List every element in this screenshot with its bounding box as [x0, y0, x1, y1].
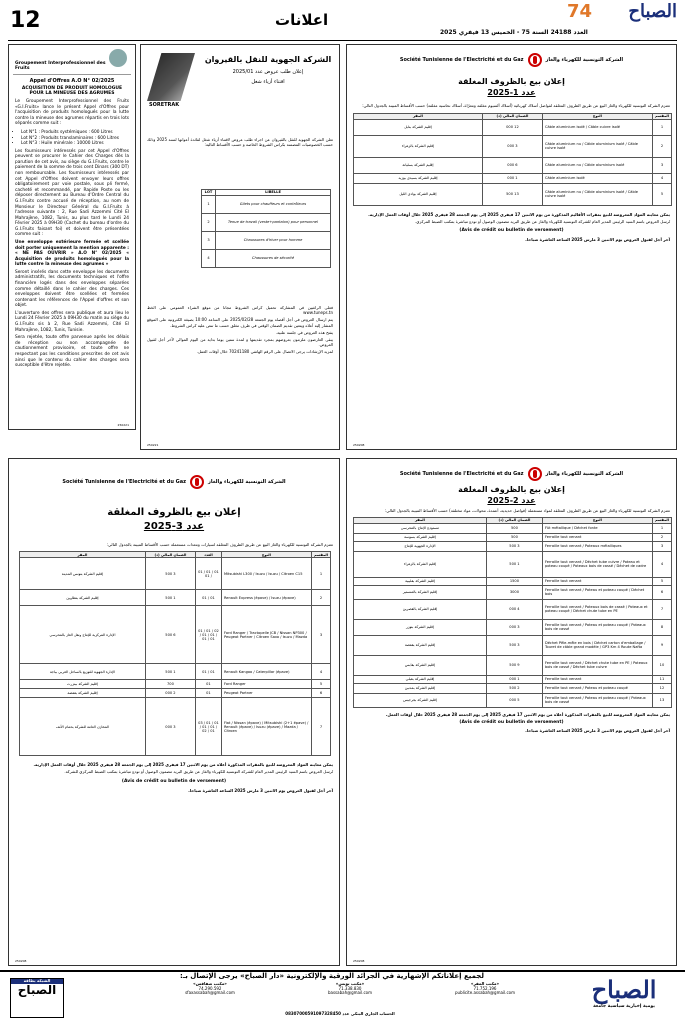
- steg-company-fr: Société Tunisienne de l'Electricité et du Gaz: [399, 471, 524, 477]
- table-row: [354, 533, 672, 541]
- table-cell: إقليم الشركة بتطاوين: [20, 590, 146, 606]
- table-header: النوع: [221, 552, 311, 558]
- table-cell: الإدارة الجهوية للإنتاج: [354, 541, 487, 551]
- table-row: [354, 619, 672, 635]
- steg3-number: عدد 3-2025: [143, 520, 205, 532]
- table-header: المقسم: [652, 113, 671, 119]
- table-cell: إقليم الشركة بقابس: [354, 655, 487, 675]
- table-cell: Ferraille tout venant / Poteaux bois de cassé / Poteaux et poteau coupé / Déchet chute tube en PE: [542, 599, 652, 619]
- steg-company-ar: الشركة التونسية للكهرباء والغاز: [545, 471, 624, 477]
- table-cell: Câble aluminium isolé: [542, 173, 652, 183]
- table-cell: Chaussures d'hiver pour homme: [216, 232, 331, 250]
- table-cell: Ford Ranger / Tractopelle JCB / Nissan NP300 / Peugeot Partner / Citroen Saxo / Isuzu / Mazda: [221, 606, 311, 664]
- footer-title: لجميع إعلاناتكم الإشهارية في الجرائد الورقية والإلكترونية «دار الصباح» يرجى الإتصال بـ:: [180, 972, 484, 980]
- table-header: الضمان المالي (د): [482, 113, 542, 119]
- steg3-body2: تُرسل العروض باسم السيد الرئيس المدير العام للشركة التونسية للكهرباء والغاز عن طريق البريد مضمون الوصول أو تودع مباشرة بمكتب الضبط المركزي للشركة.: [64, 769, 333, 775]
- newspaper-logo[interactable]: [567, 2, 677, 32]
- table-cell: 2 500: [486, 683, 542, 693]
- table-cell: إقليم الشركة بقبلي: [354, 675, 487, 683]
- ad-soretrak: [140, 44, 340, 450]
- table-cell: Ferraille tout venant: [542, 577, 652, 585]
- table-header: الضمان المالي (د): [486, 517, 542, 523]
- table-cell: 7: [311, 698, 330, 756]
- ad-steg-2: [346, 458, 677, 966]
- steg-logo-icon: [190, 475, 204, 489]
- office-email[interactable]: sfaxassabah@gmail.com: [185, 990, 235, 996]
- table-row: [202, 250, 331, 268]
- table-cell: 2: [311, 590, 330, 606]
- table-cell: 13: [652, 693, 671, 707]
- table-row: [20, 590, 331, 606]
- table-cell: 500: [486, 533, 542, 541]
- table-cell: 5: [311, 680, 330, 689]
- soretrak-intro: تعلن الشركة الجهوية للنقل بالقيروان عن اجراء طلب عروض لاقتناء أزياء شغل لفائدة أعوانها لسنة 2025 وذلك حسب الخصوصيات المضمنة بكراس الشروط الخاصة و حسب الأقساط التالية:: [147, 137, 333, 148]
- logo-name: الصباح: [628, 1, 677, 22]
- page-footer: [0, 970, 685, 1024]
- soretrak-subtitle2: اقتناء أزياء شغل: [251, 78, 285, 85]
- table-cell: 3: [652, 541, 671, 551]
- table-cell: 4: [652, 551, 671, 577]
- table-cell: إقليم الشركة بتونس المدينة: [20, 558, 146, 590]
- office-phone[interactable]: 71.752.196: [473, 985, 497, 991]
- table-row: [354, 599, 672, 619]
- table-cell: 4: [311, 664, 330, 680]
- table-cell: 6 500: [145, 606, 195, 664]
- soretrak-subtitle: إعلان طلب عروض عدد 2025/01: [232, 69, 304, 76]
- table-cell: Chaussures de sécurité: [216, 250, 331, 268]
- steg1-intro: تعتزم الشركة التونسية للكهرباء والغاز البيع عن طريق الظروف المغلقة لفواضل أسلاك كهربائية (أسلاك ألمنيوم مغلفة ومعرّاة، أسلاك نحاسية مغلفة) حسب الأقساط المبينة بالجدول التالي:: [362, 103, 670, 109]
- steg3-credit: (Avis de crédit ou bulletin de versement): [121, 778, 227, 784]
- table-cell: 11: [652, 675, 671, 683]
- gifruits-body5: L'ouverture des offres sera publique et aura lieu le Lundi 24 Février 2025 à 09H30 du matin au siège du G.I.Fruits sis à 2, Rue Sadi Azzemmi, Cité El Mahrajène, 1082, Tunis, Tunisie.: [15, 310, 129, 333]
- office-title: «مكتب صفاقس»: [193, 981, 227, 986]
- soretrak-body3: يفتح هذه العروض في جلسة علنية.: [275, 329, 333, 335]
- footer-logo-name: الصباح: [591, 975, 657, 1004]
- table-row: [354, 635, 672, 655]
- steg1-body2: تُرسل العروض باسم السيد الرئيس المدير العام للشركة التونسية للكهرباء والغاز عن طريق البريد مضمون الوصول أو تودع مباشرة بمكتب الضبط المركزي.: [415, 218, 670, 224]
- footer-logo[interactable]: [569, 976, 679, 1009]
- gifruits-org: Groupement Interprofessionnel des Fruits: [15, 61, 106, 72]
- table-cell: إقليم الشركة بسيدي بوزيد: [354, 173, 483, 183]
- steg-logo-icon: [528, 467, 542, 481]
- steg1-number: عدد 1-2025: [487, 88, 536, 98]
- steg-company-fr: Société Tunisienne de l'Electricité et du Gaz: [62, 479, 187, 485]
- table-header: LIBELLE: [216, 190, 331, 196]
- table-cell: Peugeot Partner: [221, 689, 311, 698]
- table-cell: Renault Kangoo / Caterpillar (épave): [221, 664, 311, 680]
- table-cell: إقليم الشركة بنابل: [354, 119, 483, 135]
- steg-logo-icon: [528, 53, 542, 67]
- table-cell: 7: [652, 599, 671, 619]
- table-cell: 3 500: [145, 558, 195, 590]
- table-cell: 12 000: [482, 119, 542, 135]
- table-cell: 5: [652, 183, 671, 205]
- table-cell: 2 000: [145, 689, 195, 698]
- table-cell: Câble aluminium isolé / Câble cuivre isolé: [542, 119, 652, 135]
- table-cell: 3 500: [486, 541, 542, 551]
- table-cell: 5 000: [486, 693, 542, 707]
- gifruits-lot: • Lot N°2 : Produits translaminaires : 600 Litres: [21, 136, 135, 142]
- table-cell: 01: [195, 680, 221, 689]
- ad-reference: 250208: [353, 442, 365, 447]
- table-cell: إقليم الشركة ببنزرت: [20, 680, 146, 689]
- gifruits-body1: Le Groupement Interprofessionnel des Fruits «G.I.Fruits» lance le présent Appel d'Offres pour l'acquisition de produits homologués pour la lutte contre la mineuse des agrumes répartis en trois lots séparés comme suit :: [15, 99, 129, 127]
- table-row: [20, 680, 331, 689]
- table-cell: Ferraille tout venant / Poteaux métalliques: [542, 541, 652, 551]
- table-cell: 01: [195, 689, 221, 698]
- table-cell: Câble aluminium nu / Câble aluminium isolé / Câble cuivre isolé: [542, 135, 652, 157]
- table-cell: 1: [311, 558, 330, 590]
- table-row: [354, 693, 672, 707]
- table-cell: Ferraille tout venant: [542, 675, 652, 683]
- office-email[interactable]: bassabah@gmail.com: [327, 990, 373, 996]
- footer-office-tunis: [290, 982, 410, 996]
- table-row: [202, 196, 331, 214]
- table-row: [354, 119, 672, 135]
- ad-reference: 250208: [15, 958, 27, 963]
- steg-company-fr: Société Tunisienne de l'Electricité et du Gaz: [399, 57, 524, 63]
- table-row: [354, 173, 672, 183]
- table-cell: 3: [652, 157, 671, 173]
- section-title: اعلانات: [275, 11, 329, 29]
- table-row: [354, 675, 672, 683]
- soretrak-title: الشركة الجهوية للنقل بالقيروان: [204, 55, 332, 64]
- table-cell: Fût métallique / Déchet fonte: [542, 523, 652, 533]
- table-cell: 4: [652, 173, 671, 183]
- table-header: المقر: [20, 552, 146, 558]
- table-cell: إقليم الشركة بسوسة: [354, 533, 487, 541]
- soretrak-table: [201, 189, 331, 268]
- page-header: [0, 0, 685, 40]
- table-row: [354, 157, 672, 173]
- table-cell: 01 / 01: [195, 664, 221, 680]
- table-header: المقر: [354, 517, 487, 523]
- gifruits-subtitle: ACQUISITION DE PRODUIT HOMOLOGUE POUR LA MINEUSE DES AGRUMES: [21, 85, 123, 96]
- table-cell: إقليم الشركة بالزهراء: [354, 135, 483, 157]
- table-cell: إقليم الشركة بالزهراء: [354, 551, 487, 577]
- gifruits-title: Appel d'Offres A.O N° 02/2025: [29, 78, 115, 84]
- table-cell: Fiat / Nissan (épave) / Mitsubishi (2+1 épave) / Renault (épave) / Isuzu (épave) / Mazda / Citroen: [221, 698, 311, 756]
- header-divider: [8, 40, 677, 41]
- table-row: [354, 183, 672, 205]
- table-cell: إقليم الشركة بقفصة: [20, 689, 146, 698]
- gifruits-logo: [13, 49, 131, 75]
- table-row: [202, 214, 331, 232]
- steg-company-ar: الشركة التونسية للكهرباء والغاز: [208, 479, 286, 485]
- table-cell: 1 500: [486, 551, 542, 577]
- steg-company-ar: الشركة التونسية للكهرباء والغاز: [545, 57, 624, 63]
- table-cell: 9: [652, 635, 671, 655]
- table-cell: 1: [202, 196, 216, 214]
- table-row: [354, 135, 672, 157]
- table-cell: 3 000: [486, 619, 542, 635]
- table-cell: 12: [652, 683, 671, 693]
- footer-tagline: يومية إخبارية سياسية جامعة: [593, 1003, 655, 1009]
- table-cell: 3 000: [482, 135, 542, 157]
- footer-small-logo[interactable]: [10, 978, 64, 1018]
- table-cell: 3: [311, 606, 330, 664]
- page-number: 12: [10, 8, 41, 33]
- table-cell: Ford Ranger: [221, 680, 311, 689]
- table-cell: إقليم الشركة بتوزر: [354, 619, 487, 635]
- table-row: [354, 523, 672, 533]
- fruit-logo-icon: [109, 49, 127, 67]
- steg-logo: [9, 475, 339, 489]
- steg2-credit: (Avis de crédit ou bulletin de versement): [459, 719, 564, 725]
- table-cell: 01 / 01 / 03 / 01 / 01 / 01 / 02: [195, 698, 221, 756]
- table-cell: 3: [202, 232, 216, 250]
- table-cell: إقليم الشركة بقليبية: [354, 577, 487, 585]
- table-cell: 8: [652, 619, 671, 635]
- steg1-credit: (Avis de crédit ou bulletin de versement): [459, 227, 564, 233]
- table-cell: 1 000: [486, 675, 542, 683]
- footer-office-hq: [430, 982, 540, 996]
- table-cell: 3000: [486, 585, 542, 599]
- table-cell: إقليم الشركة بوادي الليل: [354, 183, 483, 205]
- table-cell: 4: [202, 250, 216, 268]
- table-cell: المخازن العامة للشركة بحمام الأنف: [20, 698, 146, 756]
- table-cell: 9 500: [486, 655, 542, 675]
- gifruits-body4: Seront insérés dans cette enveloppe les documents administratifs, les documents techniques et l'offre financière logés dans des enveloppes séparées comme détaillé dans le cahier des charges. Ces enveloppes doivent être scellées et fermées contenant les références de l'Appel d'offres et son objet.: [15, 269, 129, 309]
- steg-logo: [347, 467, 676, 481]
- table-cell: 2: [202, 214, 216, 232]
- steg2-table: [353, 517, 672, 708]
- table-cell: 1: [652, 119, 671, 135]
- table-row: [20, 664, 331, 680]
- table-cell: 01 / 01: [195, 590, 221, 606]
- steg-logo: [347, 53, 676, 67]
- table-cell: الإدارة المركزية للإنتاج ونقل الغاز بالمحرسي: [20, 606, 146, 664]
- table-cell: 1 500: [145, 590, 195, 606]
- soretrak-body4: يبقى العارضون ملزمون بعروضهم بمجرد تقديمها و لمدة ستين يوما بداية من اليوم الموالي لآخر أجل لقبول العروض.: [147, 336, 333, 348]
- table-cell: مستودع الإنتاج بالمحرسي: [354, 523, 487, 533]
- table-cell: 500: [486, 523, 542, 533]
- table-cell: 10: [652, 655, 671, 675]
- table-row: [354, 683, 672, 693]
- table-cell: Ferraille tout venant / Poteau et poteau coupé / Déchet bois: [542, 585, 652, 599]
- table-cell: 5: [652, 577, 671, 585]
- steg1-table: [353, 113, 672, 206]
- gifruits-body6: Sera rejetée, toute offre parvenue après les délais de réception ou non accompagnée de cautionnement provisoire, et toute offre ne respectant pas les conditions prescrites de cet avis ainsi que le contenu du cahier des charges sera susceptible d'être rejetée.: [15, 335, 129, 369]
- table-cell: إقليم الشركة بالقصرين: [354, 599, 487, 619]
- table-cell: 3 000: [145, 698, 195, 756]
- steg3-intro: تعتزم الشركة التونسية للكهرباء والغاز البيع عن طريق الظروف المغلقة لسيارات ومعدات مستعملة حسب الأقساط المبينة بالجدول التالي:: [106, 542, 333, 547]
- gifruits-body2: Les fournisseurs intéressés par cet Appel d'Offres peuvent se procurer le Cahier des Charges dès la parution de cet avis, au siège du G.I.Fruits, contre le paiement de la somme de trois cent Dinars (300 DT) non remboursable. Les fournisseurs intéressés par cet Appel d'Offres doivent envoyer leurs offres obligatoirement par voie postale, sous pli fermé, cacheté et recommandé, par Rapide Poste ou les déposer directement au Bureau d'Ordre Central du G.I.Fruits contre accusé de réception, au nom de Monsieur le Directeur Général du G.I.Fruits à l'adresse suivante : 2, Rue Sadi Azzemmi Cité El Mahrajène, 1082, Tunis, au plus tard le Lundi 24 Février 2025 à 09H30 (Cachet du bureau d'ordre du G.I.Fruits faisant foi) et doivent être présentées comme suit :: [15, 148, 129, 238]
- soretrak-body5: لمزيد الإرشادات يرجى الاتصال على الرقم الهاتفي 70241180 خلال أوقات العمل.: [196, 349, 333, 355]
- table-cell: Ferraille tout venant: [542, 533, 652, 541]
- table-row: [20, 689, 331, 698]
- table-cell: 13 500: [482, 183, 542, 205]
- steg3-body3: آخر أجل لقبول العروض يوم الاثنين 3 مارس 2025 الساعة العاشرة صباحا.: [188, 787, 333, 793]
- table-cell: 3 500: [486, 635, 542, 655]
- table-row: [354, 541, 672, 551]
- table-cell: 01 / 01 / 01 / 01: [195, 558, 221, 590]
- office-title: «مكتب تونس»: [335, 981, 365, 986]
- table-cell: 700: [145, 680, 195, 689]
- table-cell: 1500: [486, 577, 542, 585]
- table-cell: Ferraille tout venant / Poteau et poteau coupé: [542, 683, 652, 693]
- table-cell: Câble aluminium nu / Câble aluminium isolé: [542, 157, 652, 173]
- ad-steg-1: [346, 44, 677, 450]
- table-cell: إقليم الشركة بجرجيس: [354, 693, 487, 707]
- ad-gifruits: [8, 44, 136, 430]
- table-cell: 2: [652, 135, 671, 157]
- soretrak-code: SORETRAK: [149, 102, 180, 108]
- table-row: [354, 585, 672, 599]
- steg2-title: إعلان بيع بالظروف المغلقة: [458, 485, 565, 494]
- table-header: LOT: [202, 190, 216, 196]
- table-row: [20, 698, 331, 756]
- steg1-body3: آخر أجل لقبول العروض يوم الاثنين 3 مارس 2025 الساعة العاشرة صباحا.: [525, 237, 670, 243]
- table-row: [354, 551, 672, 577]
- table-cell: إقليم الشركة بمدنين: [354, 683, 487, 693]
- table-cell: Tenue de travail (veste+pantalon) pour personnel: [216, 214, 331, 232]
- table-cell: 6: [652, 585, 671, 599]
- gifruits-lot: • Lot N°1 : Produits systémiques : 600 Litres: [21, 130, 135, 136]
- table-header: العدد: [195, 552, 221, 558]
- gifruits-lots: [21, 130, 135, 147]
- ad-reference: 250208: [353, 958, 365, 963]
- issue-line: العدد 24188 السنة 75 - الخميس 13 فيفري 2025: [440, 29, 588, 36]
- table-cell: إقليم الشركة بقفصة: [354, 635, 487, 655]
- table-cell: 6 000: [482, 157, 542, 173]
- gifruits-body3: Une enveloppe extérieure fermée et scellée doit porter uniquement la mention apparente : « NE PAS OUVRIR » A.O N° 02/2025 « Acquisition de produits homologués pour la lutte contre la mineuse des agrumes »: [15, 239, 129, 268]
- table-cell: إقليم الشركة بسليانة: [354, 157, 483, 173]
- ad-steg-3: [8, 458, 340, 966]
- soretrak-logo-icon: [147, 53, 195, 101]
- table-header: النوع: [542, 517, 652, 523]
- steg2-body1: يمكن معاينة المواد المعروضة للبيع بالمقرات المذكورة أعلاه من يوم الاثنين 17 فيفري 2025 إلى يوم الجمعة 28 فيفري 2025 خلال أوقات العمل.: [385, 711, 670, 717]
- office-phone[interactable]: 71.338.830: [338, 985, 362, 991]
- office-title: «مكتب المقر»: [470, 981, 500, 986]
- steg3-table: [19, 551, 331, 756]
- ad-reference: 250221: [147, 442, 159, 447]
- steg1-body1: يمكن معاينة المواد المعروضة للبيع بمقرات الأقاليم المذكورة من يوم الاثنين 17 فيفري 2025 إلى يوم الجمعة 28 فيفري 2025 خلال أوقات العمل الإدارية.: [368, 211, 670, 217]
- table-header: المقر: [354, 113, 483, 119]
- steg2-number: عدد 2-2025: [487, 496, 536, 506]
- table-row: [354, 655, 672, 675]
- table-header: المقسم: [311, 552, 330, 558]
- table-row: [354, 577, 672, 585]
- table-cell: 6: [311, 689, 330, 698]
- footer-small-logo-top: الشبكة بطاقة: [11, 979, 63, 984]
- office-phone[interactable]: 74.290.592: [198, 985, 222, 991]
- table-header: النوع: [542, 113, 652, 119]
- ad-reference: 250221: [117, 422, 129, 427]
- table-cell: Renault Express (épave) / Isuzu (épave): [221, 590, 311, 606]
- steg3-title: إعلان بيع بالظروف المغلقة: [107, 507, 241, 518]
- table-row: [20, 606, 331, 664]
- table-cell: Ferraille tout venant / Poteau et poteau coupé / Poteaux bois de cassé: [542, 693, 652, 707]
- table-cell: 1 000: [482, 173, 542, 183]
- table-cell: 4 000: [486, 599, 542, 619]
- office-email[interactable]: publicite.assabah@gmail.com: [455, 990, 515, 996]
- footer-account: الحساب الجاري البنكي عدد 08307000591097328450: [285, 1011, 395, 1016]
- table-header: الضمان المالي (د): [145, 552, 195, 558]
- steg3-body1: يمكن معاينة المواد المعروضة للبيع بالمقرات المذكورة أعلاه من يوم الاثنين 17 فيفري 2025 إلى يوم الجمعة 28 فيفري 2025 خلال أوقات العمل الإدارية.: [33, 762, 333, 768]
- steg2-intro: تعتزم الشركة التونسية للكهرباء والغاز البيع عن طريق الظروف المغلقة لمواد مستعملة (فواضل حديدية، أعمدة، محولات، مواد مختلفة) حسب الأقساط المبينة بالجدول التالي:: [384, 508, 670, 514]
- table-row: [202, 232, 331, 250]
- table-cell: Ferraille tout venant / Déchet chute tube en PE / Poteaux bois de cassé / Déchet tube cuivre: [542, 655, 652, 675]
- table-cell: إقليم الشركة بالمنستير: [354, 585, 487, 599]
- table-header: المقسم: [652, 517, 671, 523]
- logo-number: 74: [567, 1, 593, 22]
- table-cell: 2: [652, 533, 671, 541]
- table-cell: Mitsubishi L300 / Isuzu / Isuzu / Citroen C15: [221, 558, 311, 590]
- table-cell: Déchet Pêle-mêle en bois / Déchet carton d'emballage / Touret de câble grand modèle / GP3 Km 4 Route Nafta: [542, 635, 652, 655]
- footer-small-logo-name: الصباح: [17, 982, 57, 997]
- steg1-title: إعلان بيع بالظروف المغلقة: [458, 77, 565, 86]
- table-cell: 1 500: [145, 664, 195, 680]
- table-row: [20, 558, 331, 590]
- table-cell: 1: [652, 523, 671, 533]
- footer-office-sfax: [150, 982, 270, 996]
- gifruits-lot: • Lot N°3 : Huile minérale : 10000 Litres: [21, 141, 135, 147]
- table-cell: Gilets pour chauffeurs et contrôleurs: [216, 196, 331, 214]
- table-cell: Câble aluminium nu / Câble aluminium isolé / Câble cuivre isolé: [542, 183, 652, 205]
- table-cell: Ferraille tout venant / Déchet tube cuivre / Poteau et poteau coupé / Poteaux bois de cassé / Déchet de cadre: [542, 551, 652, 577]
- table-cell: Ferraille tout venant / Poteau et poteau coupé / Poteaux bois de cassé: [542, 619, 652, 635]
- table-cell: 02 / 01 / 01 / 01 / 01 / 01 / 01: [195, 606, 221, 664]
- steg2-body2: آخر أجل لقبول العروض يوم الاثنين 3 مارس 2025 الساعة العاشرة صباحا.: [525, 727, 670, 733]
- table-cell: الإدارة الجهوية للتوزيع بالساحل الغربي بباجة: [20, 664, 146, 680]
- soretrak-body1: فعلى الراغبين في المشاركة تحميل كراس الشروط مجانا من موقع الشراء العمومي على الخط www.tuneps.tn: [147, 305, 333, 316]
- soretrak-body2: يتم ارسال العروض في أجل أقصاه يوم الجمعة 2025/02/28 على الساعة 10:00 بصيغة الكترونية على الموقع المشار إليه أعلاه ويتعين تقديم الضمان الوقتي في ظرف مغلق حسب ما تنص عليه كراس الشروط.: [147, 317, 334, 328]
